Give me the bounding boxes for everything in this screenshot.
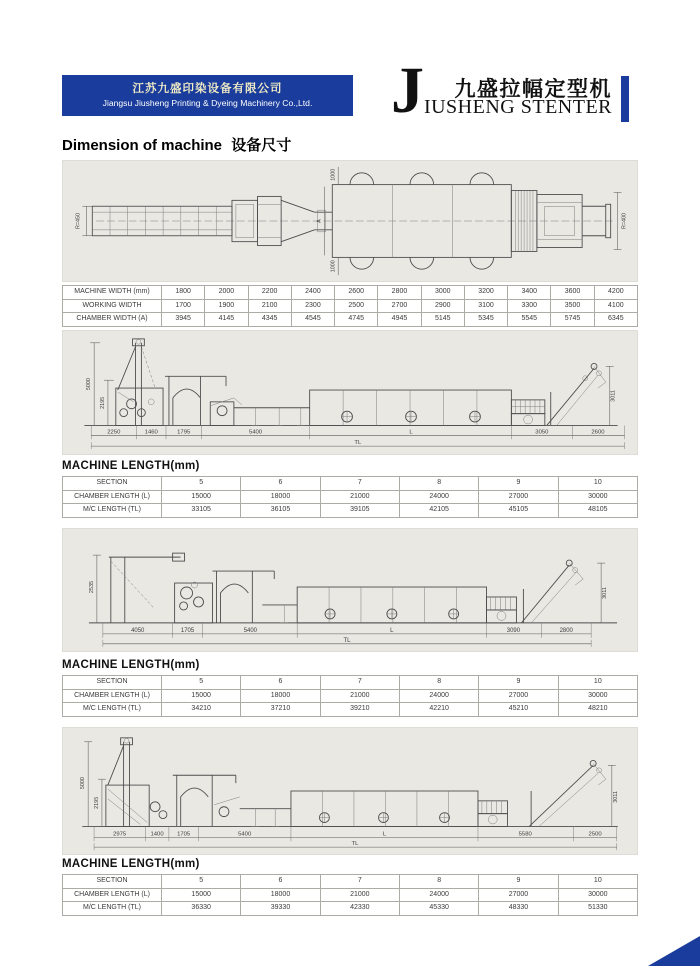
machine-length-heading-3: MACHINE LENGTH(mm)	[62, 858, 200, 870]
dimension-lines	[89, 581, 608, 647]
padder-section	[165, 376, 310, 425]
value-cell: 4345	[248, 313, 291, 327]
table-row	[63, 490, 638, 504]
table-row	[63, 286, 638, 300]
value-cell: 2500	[335, 299, 378, 313]
dim-label: 2195	[94, 796, 101, 809]
brand-name-chinese: 九盛拉幅定型机	[454, 78, 612, 101]
dim-label: 5000	[80, 777, 87, 790]
total-length-label: TL	[351, 841, 359, 848]
dim-label: 3011	[602, 587, 609, 599]
dim-label: R=450	[75, 212, 82, 230]
dim-label: 5400	[243, 627, 257, 634]
dim-label: R=400	[621, 212, 628, 230]
value-cell: 21000	[320, 490, 399, 504]
value-cell: 2000	[205, 286, 248, 300]
value-cell: 45210	[479, 703, 558, 717]
side-view-3-drawing	[63, 728, 637, 854]
value-cell: 18000	[241, 689, 320, 703]
value-cell: 9	[479, 676, 558, 690]
dim-label: 1000	[330, 168, 337, 181]
value-cell: 3000	[421, 286, 464, 300]
value-cell: 3600	[551, 286, 594, 300]
value-cell: 1800	[162, 286, 205, 300]
value-cell: 45330	[399, 902, 478, 916]
side-view-2-panel	[62, 528, 638, 652]
dim-label: 1705	[177, 831, 191, 838]
value-cell: 4745	[335, 313, 378, 327]
dimension-lines	[80, 777, 619, 850]
value-cell: 39330	[241, 902, 320, 916]
entry-section	[93, 553, 213, 623]
exit-plaiter-section	[478, 760, 616, 826]
value-cell: 30000	[558, 689, 637, 703]
value-cell: 37210	[241, 703, 320, 717]
dim-label: 2600	[591, 429, 605, 436]
dim-label: 5580	[518, 831, 532, 838]
value-cell: 6345	[594, 313, 637, 327]
value-cell: 3400	[508, 286, 551, 300]
dim-label: 5000	[86, 378, 93, 391]
value-cell: 4945	[378, 313, 421, 327]
value-cell: 2800	[378, 286, 421, 300]
value-cell: 5	[162, 676, 241, 690]
row-label-cell: SECTION	[63, 676, 162, 690]
dim-label: 2250	[107, 429, 121, 436]
chamber-section	[310, 390, 512, 425]
top-view-drawing	[63, 161, 637, 281]
company-name-english: Jiangsu Jiusheng Printing & Dyeing Machinery Co.,Ltd.	[102, 98, 313, 108]
dim-label: 2975	[113, 831, 127, 838]
value-cell: 10	[558, 875, 637, 889]
value-cell: 10	[558, 477, 637, 491]
machine-length-table-2	[62, 675, 638, 717]
value-cell: 39210	[320, 703, 399, 717]
value-cell: 42210	[399, 703, 478, 717]
dim-label: 2500	[588, 831, 602, 838]
value-cell: 48330	[479, 902, 558, 916]
value-cell: 4545	[291, 313, 334, 327]
value-cell: 6	[241, 477, 320, 491]
value-cell: 27000	[479, 490, 558, 504]
value-cell: 5345	[464, 313, 507, 327]
value-cell: 21000	[320, 689, 399, 703]
value-cell: 10	[558, 676, 637, 690]
value-cell: 4145	[205, 313, 248, 327]
value-cell: 24000	[399, 689, 478, 703]
exit-plaiter-section	[487, 560, 609, 623]
dim-label: 2800	[559, 627, 573, 634]
dim-label: 1705	[180, 627, 195, 634]
dim-label: L	[382, 831, 387, 838]
dim-label: A	[316, 219, 323, 223]
row-label-cell: SECTION	[63, 875, 162, 889]
table-row	[63, 299, 638, 313]
value-cell: 2400	[291, 286, 334, 300]
value-cell: 18000	[241, 888, 320, 902]
dim-label: 1400	[150, 831, 164, 838]
value-cell: 27000	[479, 689, 558, 703]
value-cell: 9	[479, 477, 558, 491]
brand-accent-bar	[621, 76, 629, 122]
value-cell: 5145	[421, 313, 464, 327]
dim-label: 5400	[238, 831, 252, 838]
dim-label: 1460	[144, 429, 158, 436]
dim-label: 1795	[177, 429, 191, 436]
table-row	[63, 902, 638, 916]
value-cell: 15000	[162, 490, 241, 504]
table-row	[63, 689, 638, 703]
side-view-2-drawing	[63, 529, 637, 651]
value-cell: 2100	[248, 299, 291, 313]
value-cell: 51330	[558, 902, 637, 916]
value-cell: 48105	[558, 504, 637, 518]
value-cell: 5	[162, 875, 241, 889]
value-cell: 8	[399, 676, 478, 690]
value-cell: 2600	[335, 286, 378, 300]
table-row	[63, 313, 638, 327]
value-cell: 7	[320, 875, 399, 889]
value-cell: 8	[399, 875, 478, 889]
value-cell: 3200	[464, 286, 507, 300]
value-cell: 2700	[378, 299, 421, 313]
total-length-label: TL	[343, 637, 351, 644]
value-cell: 15000	[162, 888, 241, 902]
value-cell: 39105	[320, 504, 399, 518]
chamber-section	[291, 791, 478, 826]
row-label-cell: CHAMBER LENGTH (L)	[63, 689, 162, 703]
value-cell: 24000	[399, 888, 478, 902]
padder-section	[173, 775, 291, 826]
dim-label: 2535	[88, 580, 95, 594]
dim-label: 5400	[248, 429, 263, 436]
section-title	[62, 134, 291, 155]
row-label-cell: WORKING WIDTH	[63, 299, 162, 313]
section-title-cn: 设备尺寸	[231, 137, 292, 154]
value-cell: 24000	[399, 490, 478, 504]
value-cell: 34210	[162, 703, 241, 717]
value-cell: 42105	[399, 504, 478, 518]
value-cell: 21000	[320, 888, 399, 902]
value-cell: 36330	[162, 902, 241, 916]
side-view-1-panel	[62, 330, 638, 455]
value-cell: 4100	[594, 299, 637, 313]
brand-initial: J	[391, 54, 424, 127]
value-cell: 30000	[558, 888, 637, 902]
row-label-cell: MACHINE WIDTH (mm)	[63, 286, 162, 300]
value-cell: 36105	[241, 504, 320, 518]
value-cell: 3300	[508, 299, 551, 313]
machine-length-table-1	[62, 476, 638, 518]
value-cell: 3945	[162, 313, 205, 327]
value-cell: 9	[479, 875, 558, 889]
section-title-en: Dimension of machine	[62, 137, 223, 154]
side-view-3-panel	[62, 727, 638, 855]
value-cell: 1900	[205, 299, 248, 313]
company-name-chinese: 江苏九盛印染设备有限公司	[132, 83, 283, 95]
row-label-cell: M/C LENGTH (TL)	[63, 703, 162, 717]
machine-length-heading-2: MACHINE LENGTH(mm)	[62, 659, 200, 671]
row-label-cell: CHAMBER WIDTH (A)	[63, 313, 162, 327]
entry-scray-section	[84, 738, 167, 827]
table-row	[63, 875, 638, 889]
machine-length-heading-1: MACHINE LENGTH(mm)	[62, 460, 200, 472]
value-cell: 27000	[479, 888, 558, 902]
value-cell: 5545	[508, 313, 551, 327]
dim-label: 4050	[131, 627, 145, 634]
entry-scray-section	[90, 339, 163, 426]
dim-label: 3090	[506, 627, 521, 634]
value-cell: 4200	[594, 286, 637, 300]
row-label-cell: M/C LENGTH (TL)	[63, 902, 162, 916]
dim-label: 2195	[100, 396, 106, 409]
row-label-cell: CHAMBER LENGTH (L)	[63, 888, 162, 902]
dim-label: L	[390, 627, 394, 634]
value-cell: 30000	[558, 490, 637, 504]
value-cell: 2200	[248, 286, 291, 300]
top-view-drawing-panel	[62, 160, 638, 282]
exit-plaiter-section	[511, 363, 613, 425]
value-cell: 48210	[558, 703, 637, 717]
chamber-section	[297, 587, 486, 623]
row-label-cell: M/C LENGTH (TL)	[63, 504, 162, 518]
value-cell: 33105	[162, 504, 241, 518]
dim-label: 1000	[330, 260, 337, 273]
value-cell: 6	[241, 875, 320, 889]
table-row	[63, 888, 638, 902]
machine-length-table-3	[62, 874, 638, 916]
dim-label: 3050	[535, 429, 549, 436]
value-cell: 1700	[162, 299, 205, 313]
value-cell: 2300	[291, 299, 334, 313]
table-row	[63, 477, 638, 491]
value-cell: 8	[399, 477, 478, 491]
padder-section	[212, 571, 297, 623]
value-cell: 5745	[551, 313, 594, 327]
value-cell: 2900	[421, 299, 464, 313]
value-cell: 45105	[479, 504, 558, 518]
value-cell: 3100	[464, 299, 507, 313]
table-row	[63, 504, 638, 518]
value-cell: 6	[241, 676, 320, 690]
machine-width-table	[62, 285, 638, 327]
company-banner	[62, 75, 353, 116]
value-cell: 42330	[320, 902, 399, 916]
row-label-cell: SECTION	[63, 477, 162, 491]
side-view-1-drawing	[63, 331, 637, 454]
total-length-label: TL	[354, 440, 362, 447]
table-row	[63, 703, 638, 717]
value-cell: 5	[162, 477, 241, 491]
dim-label: 3011	[610, 390, 617, 402]
corner-decoration	[648, 936, 700, 966]
dim-label: 3011	[612, 791, 619, 803]
value-cell: 7	[320, 477, 399, 491]
row-label-cell: CHAMBER LENGTH (L)	[63, 490, 162, 504]
dim-label: L	[409, 429, 413, 436]
value-cell: 3500	[551, 299, 594, 313]
value-cell: 15000	[162, 689, 241, 703]
value-cell: 7	[320, 676, 399, 690]
brand-name-english: IUSHENG STENTER	[423, 96, 612, 118]
value-cell: 18000	[241, 490, 320, 504]
table-row	[63, 676, 638, 690]
